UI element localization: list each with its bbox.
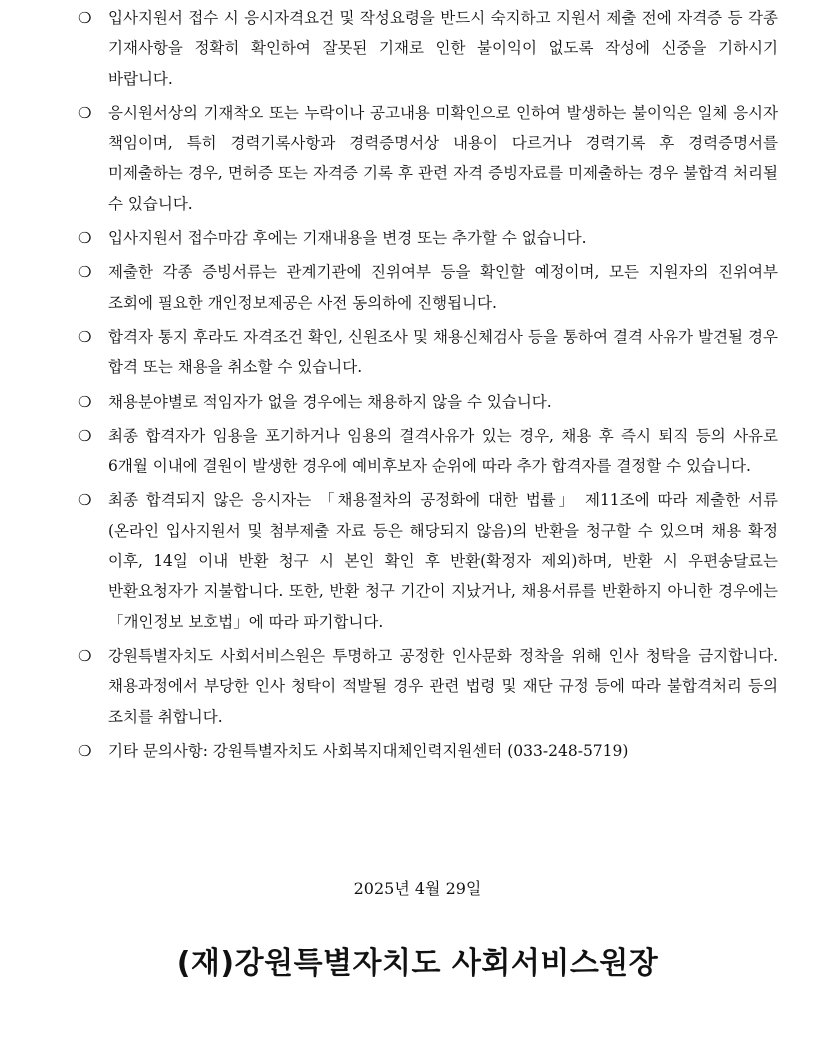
notice-item [78, 387, 778, 417]
circle-bullet-icon: ❍ [78, 263, 92, 282]
circle-bullet-icon: ❍ [78, 9, 92, 27]
notice-item [78, 641, 778, 732]
circle-bullet-icon: ❍ [78, 392, 92, 411]
notice-item [78, 736, 778, 766]
notice-item [78, 223, 778, 253]
circle-bullet-icon: ❍ [78, 741, 92, 760]
announcement-date: 2025년 4월 29일 [353, 879, 482, 898]
circle-bullet-icon: ❍ [78, 426, 92, 445]
circle-bullet-icon: ❍ [78, 103, 92, 122]
circle-bullet-icon: ❍ [78, 229, 92, 248]
notice-text: 입사지원서 접수 시 응시자격요건 및 작성요령을 반드시 숙지하고 지원서 제출 전에 자격증 등 각종 기재사항을 정확히 확인하여 잘못된 기재로 인한 불이익이 없도록 작성에 신중을 기하시기 바랍니다. [108, 9, 778, 88]
notice-item [78, 421, 778, 482]
notice-item [78, 98, 778, 219]
notice-text: 합격자 통지 후라도 자격조건 확인, 신원조사 및 채용신체검사 등을 통하여 결격 사유가 발견될 경우 합격 또는 채용을 취소할 수 있습니다. [108, 327, 778, 377]
notice-text: 강원특별자치도 사회서비스원은 투명하고 공정한 인사문화 정착을 위해 인사 청탁을 금지합니다. 채용과정에서 부당한 인사 청탁이 적발될 경우 관련 법령 및 재단 규정 등에 따라 불합격처리 등의 조치를 취합니다. [108, 646, 778, 726]
circle-bullet-icon: ❍ [78, 491, 92, 510]
notice-item [78, 485, 778, 636]
notice-text: 최종 합격되지 않은 응시자는 「채용절차의 공정화에 대한 법률」 제11조에 따라 제출한 서류(온라인 입사지원서 및 첨부제출 자료 등은 해당되지 않음)의 반환을 청구할 수 있으며 채용 확정 이후, 14일 이내 반환 청구 시 본인 확인 후 반환(확정자 제외)하며, 반환 시 우편송달료는 반환요청자가 지불합니다. 또한, 반환 청구 기간이 지났거나, 채용서류를 반환하지 아니한 경우에는 「개인정보 보호법」에 따라 파기합니다. [108, 491, 778, 631]
notice-text: 입사지원서 접수마감 후에는 기재내용을 변경 또는 추가할 수 없습니다. [108, 229, 587, 248]
notice-item [78, 257, 778, 318]
notice-text: 기타 문의사항: 강원특별자치도 사회복지대체인력지원센터 (033-248-5719) [108, 741, 629, 760]
notice-text: 제출한 각종 증빙서류는 관계기관에 진위여부 등을 확인할 예정이며, 모든 지원자의 진위여부 조회에 필요한 개인정보제공은 사전 동의하에 진행됩니다. [108, 263, 778, 312]
notice-list [78, 3, 778, 770]
organization-name: (재)강원특별자치도 사회서비스원장 [176, 946, 659, 981]
notice-text: 응시원서상의 기재착오 또는 누락이나 공고내용 미확인으로 인하여 발생하는 불이익은 일체 응시자 책임이며, 특히 경력기록사항과 경력증명서상 내용이 다르거나 경력기록 후 경력증명서를 미제출하는 경우, 면허증 또는 자격증 기록 후 관련 자격 증빙자료를 미제출하는 경우 불합격 처리될 수 있습니다. [108, 103, 778, 213]
circle-bullet-icon: ❍ [78, 646, 92, 665]
notice-text: 최종 합격자가 임용을 포기하거나 임용의 결격사유가 있는 경우, 채용 후 즉시 퇴직 등의 사유로 6개월 이내에 결원이 발생한 경우에 예비후보자 순위에 따라 추가 합격자를 결정할 수 있습니다. [108, 426, 778, 476]
notice-item [78, 3, 778, 94]
circle-bullet-icon: ❍ [78, 327, 92, 346]
notice-item [78, 322, 778, 383]
notice-text: 채용분야별로 적임자가 없을 경우에는 채용하지 않을 수 있습니다. [108, 392, 552, 411]
